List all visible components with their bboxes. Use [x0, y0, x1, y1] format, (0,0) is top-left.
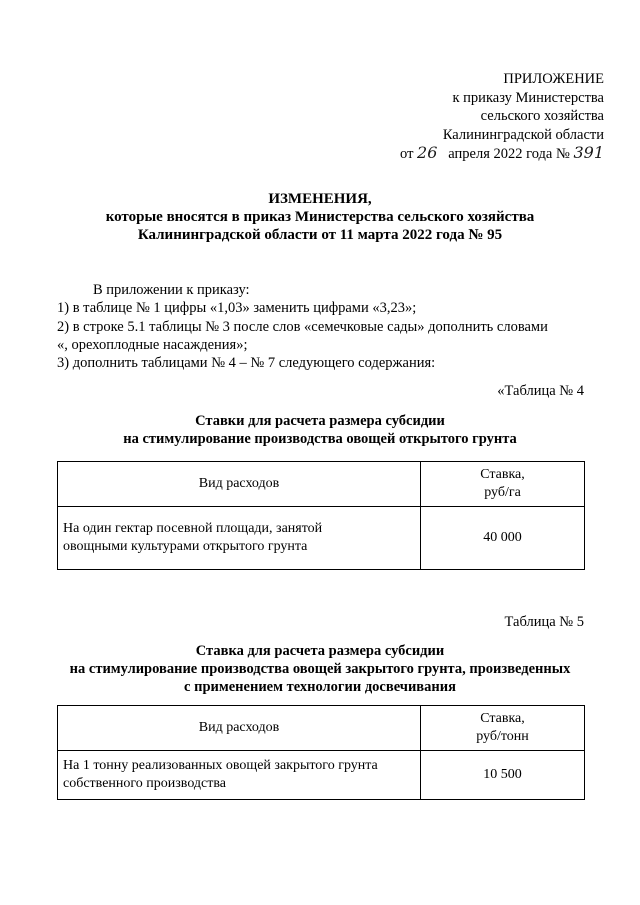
- table-header-row: [58, 706, 585, 751]
- row-value-cell: 10 500: [421, 751, 585, 800]
- table5-title-line: Ставка для расчета размера субсидии: [195, 643, 445, 659]
- body-text: [57, 281, 587, 372]
- table5-title-line: на стимулирование производства овощей закрытого грунта, произведенных: [69, 661, 571, 677]
- date-prefix: от: [400, 146, 414, 162]
- title-line: ИЗМЕНЕНИЯ,: [268, 191, 372, 207]
- header-cell: Вид расходов: [58, 706, 421, 751]
- table4-title-line: на стимулирование производства овощей открытого грунта: [123, 431, 517, 447]
- handwritten-day: 26: [417, 143, 438, 162]
- table5-label: Таблица № 5: [504, 614, 584, 630]
- table4-label: «Таблица № 4: [497, 383, 584, 399]
- row-desc-line: собственного производства: [63, 776, 227, 791]
- table5: [57, 705, 585, 800]
- document-title: [0, 190, 640, 244]
- appendix-title: ПРИЛОЖЕНИЕ: [503, 71, 604, 87]
- date-middle: апреля 2022 года №: [448, 146, 570, 162]
- header-line: руб/тонн: [476, 729, 529, 744]
- row-desc-cell: [58, 507, 421, 570]
- row-desc-line: На один гектар посевной площади, занятой: [63, 521, 323, 536]
- table-header-row: [58, 462, 585, 507]
- header-line: Ставка,: [480, 467, 525, 482]
- row-desc-cell: [58, 751, 421, 800]
- row-value-cell: 40 000: [421, 507, 585, 570]
- header-cell: Вид расходов: [58, 462, 421, 507]
- table5-title-line: с применением технологии досвечивания: [184, 679, 456, 695]
- appendix-line: Калининградской области: [442, 126, 604, 143]
- appendix-line: к приказу Министерства: [452, 89, 604, 106]
- table4-title-line: Ставки для расчета размера субсидии: [195, 413, 445, 429]
- appendix-date-line: [400, 144, 604, 164]
- row-desc-line: На 1 тонну реализованных овощей закрытого грунта: [63, 758, 378, 773]
- table-row: [58, 507, 585, 570]
- row-desc-line: овощными культурами открытого грунта: [63, 539, 308, 554]
- table4-title: [0, 412, 640, 448]
- header-cell: [421, 462, 585, 507]
- body-item: 1) в таблице № 1 цифры «1,03» заменить цифрами «3,23»;: [57, 300, 417, 317]
- body-item: 3) дополнить таблицами № 4 – № 7 следующего содержания:: [57, 355, 436, 372]
- body-item: «, орехоплодные насаждения»;: [57, 336, 248, 353]
- table4: [57, 461, 585, 570]
- table-row: [58, 751, 585, 800]
- header-line: Ставка,: [480, 711, 525, 726]
- appendix-line: сельского хозяйства: [480, 108, 604, 124]
- title-line: которые вносятся в приказ Министерства сельского хозяйства: [105, 209, 535, 225]
- handwritten-number: 391: [573, 143, 604, 162]
- table5-title: [0, 642, 640, 696]
- appendix-header: [400, 70, 604, 164]
- header-line: руб/га: [484, 485, 521, 500]
- body-item: 2) в строке 5.1 таблицы № 3 после слов «семечковые сады» дополнить словами: [57, 318, 548, 335]
- header-cell: [421, 706, 585, 751]
- title-line: Калининградской области от 11 марта 2022 года № 95: [137, 227, 503, 243]
- body-intro: В приложении к приказу:: [93, 282, 250, 298]
